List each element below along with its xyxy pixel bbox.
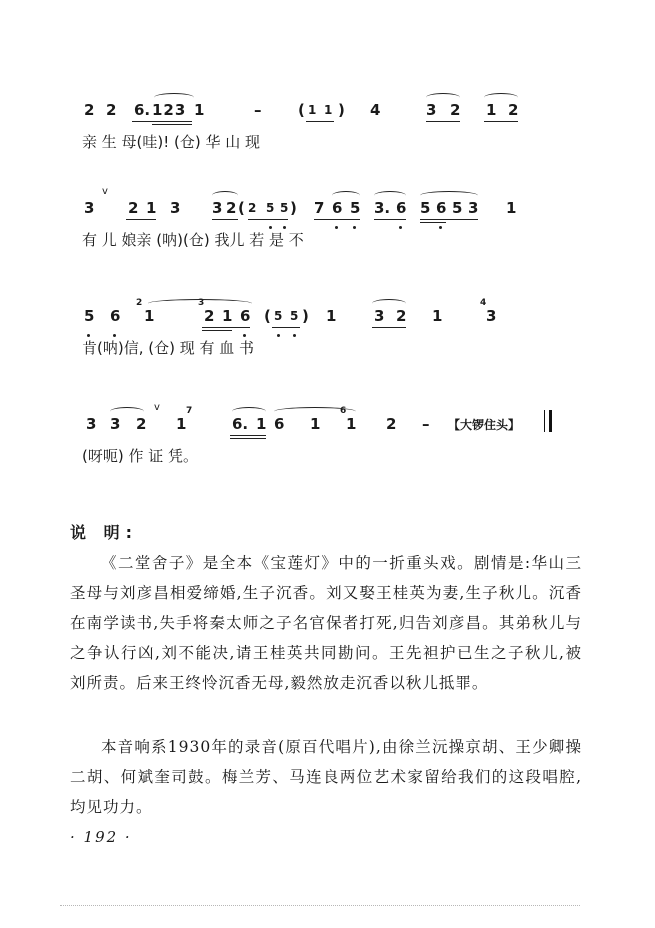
note: 1 (308, 103, 317, 117)
note: ) (290, 199, 297, 217)
note: 3 (486, 307, 497, 325)
note: 6 (274, 415, 285, 433)
note: 1 (432, 307, 443, 325)
grace-note: 2 (136, 298, 143, 308)
percussion-cue: 【大锣住头】 (448, 418, 521, 432)
lyric-line: 有 儿 娘亲 (呐)(仓) 我儿 若 是 不 (82, 231, 304, 249)
underline-mark (426, 121, 460, 122)
low-dot (243, 334, 246, 337)
underline-mark (230, 438, 266, 439)
lyric-line: 肯(呐)信, (仓) 现 有 血 书 (82, 339, 255, 357)
note: 7 (314, 199, 325, 217)
final-barline (544, 410, 552, 432)
underline-mark (202, 327, 250, 328)
low-dot (353, 226, 356, 229)
note: 1 (326, 307, 337, 325)
underline-mark (372, 327, 406, 328)
note: 4 (370, 101, 381, 119)
note: ( (238, 199, 245, 217)
note: 2 (386, 415, 397, 433)
note: 5 (266, 201, 275, 215)
underline-mark (306, 121, 334, 122)
note: 1 (506, 199, 517, 217)
note: 3 (468, 199, 479, 217)
low-dot (283, 226, 286, 229)
underline-mark (132, 121, 192, 122)
note: 3 (212, 199, 223, 217)
low-dot (293, 334, 296, 337)
underline-mark (202, 330, 232, 331)
note: 1 (144, 307, 155, 325)
grace-note: 6 (340, 406, 347, 416)
note: 5 (84, 307, 95, 325)
slur-mark (110, 407, 144, 416)
note: 5 (280, 201, 289, 215)
underline-mark (152, 124, 192, 125)
note: 1 (146, 199, 157, 217)
note: 3. (374, 199, 391, 217)
underline-mark (484, 121, 518, 122)
note: 2 (248, 201, 257, 215)
underline-mark (212, 219, 238, 220)
note: 6. (134, 101, 151, 119)
note: 6 (396, 199, 407, 217)
slur-mark (274, 407, 356, 416)
synopsis-paragraph: 《二堂舍子》是全本《宝莲灯》中的一折重头戏。剧情是:华山三圣母与刘彦昌相爱缔婚,生子沉香。刘又娶王桂英为妻,生子秋儿。沉香在南学读书,失手将秦太师之子名官保者打死,归告刘彦昌。其弟秋儿与之争认行凶,刘不能决,请王桂英共同勘问。王先袒护已生之子秋儿,被刘所责。后来王终怜沉香无母,毅然放走沉香以秋儿抵罪。 (70, 554, 582, 692)
underline-mark (314, 219, 360, 220)
note: 2 (106, 101, 117, 119)
note: 1 (222, 307, 233, 325)
score-line-3 (70, 298, 590, 376)
low-dot (335, 226, 338, 229)
note: 3 (110, 415, 121, 433)
breath-mark: v (102, 186, 108, 197)
note: 1 (256, 415, 267, 433)
note: 2 (84, 101, 95, 119)
slur-mark (212, 191, 238, 200)
low-dot (277, 334, 280, 337)
note: 5 (350, 199, 361, 217)
slur-mark (332, 191, 360, 200)
underline-mark (230, 435, 266, 436)
slur-mark (484, 93, 518, 102)
slur-mark (426, 93, 460, 102)
note: 6. (232, 415, 249, 433)
page-number: · 192 · (70, 828, 132, 846)
slur-mark (374, 191, 406, 200)
note: 5 (274, 309, 283, 323)
note: ( (264, 307, 271, 325)
note: 6 (240, 307, 251, 325)
note: 2 (128, 199, 139, 217)
low-dot (87, 334, 90, 337)
note: ) (302, 307, 309, 325)
underline-mark (420, 219, 478, 220)
grace-note: 4 (480, 298, 487, 308)
note: ( (298, 101, 305, 119)
note: 1 (194, 101, 205, 119)
note: 3 (426, 101, 437, 119)
note: 1 (310, 415, 321, 433)
section-heading: 说 明: (70, 523, 138, 542)
note: 6 (110, 307, 121, 325)
low-dot (439, 226, 442, 229)
note: – (422, 415, 430, 433)
note: 1 (324, 103, 333, 117)
note: 3 (84, 199, 95, 217)
underline-mark (248, 219, 288, 220)
grace-note: 3 (198, 298, 205, 308)
recording-paragraph: 本音响系1930年的录音(原百代唱片),由徐兰沅操京胡、王少卿操二胡、何斌奎司鼓。梅兰芳、马连良两位艺术家留给我们的这段唱腔,均见功力。 (70, 738, 582, 816)
note: 2 (396, 307, 407, 325)
note: 5 (452, 199, 463, 217)
note: 3 (374, 307, 385, 325)
slur-mark (232, 407, 266, 416)
lyric-line: 亲 生 母(哇)! (仓) 华 山 现 (82, 133, 261, 151)
low-dot (399, 226, 402, 229)
underline-mark (272, 327, 300, 328)
slur-mark (148, 299, 252, 308)
score-line-2 (70, 186, 590, 268)
note: 5 (290, 309, 299, 323)
note: 2 (226, 199, 237, 217)
note: 6 (332, 199, 343, 217)
slur-mark (154, 93, 194, 102)
lyric-line: (呀呃) 作 证 凭。 (82, 447, 199, 465)
underline-mark (126, 219, 156, 220)
note: 1 (346, 415, 357, 433)
note: 6 (436, 199, 447, 217)
note: 5 (420, 199, 431, 217)
note: 2 (508, 101, 519, 119)
low-dot (113, 334, 116, 337)
scan-artifact (60, 905, 580, 912)
note: 1 (176, 415, 187, 433)
note: ) (338, 101, 345, 119)
underline-mark (420, 222, 446, 223)
score-line-1 (70, 100, 590, 170)
slur-mark (372, 299, 406, 308)
breath-mark: v (154, 402, 160, 413)
slur-mark (420, 191, 478, 200)
note: 123 (152, 101, 187, 119)
grace-note: 7 (186, 406, 193, 416)
note: 2 (136, 415, 147, 433)
low-dot (269, 226, 272, 229)
note: 2 (450, 101, 461, 119)
underline-mark (374, 219, 406, 220)
note: 3 (170, 199, 181, 217)
note: 3 (86, 415, 97, 433)
note: 2 (204, 307, 215, 325)
score-line-4 (70, 402, 590, 484)
note: – (254, 101, 262, 119)
note: 1 (486, 101, 497, 119)
